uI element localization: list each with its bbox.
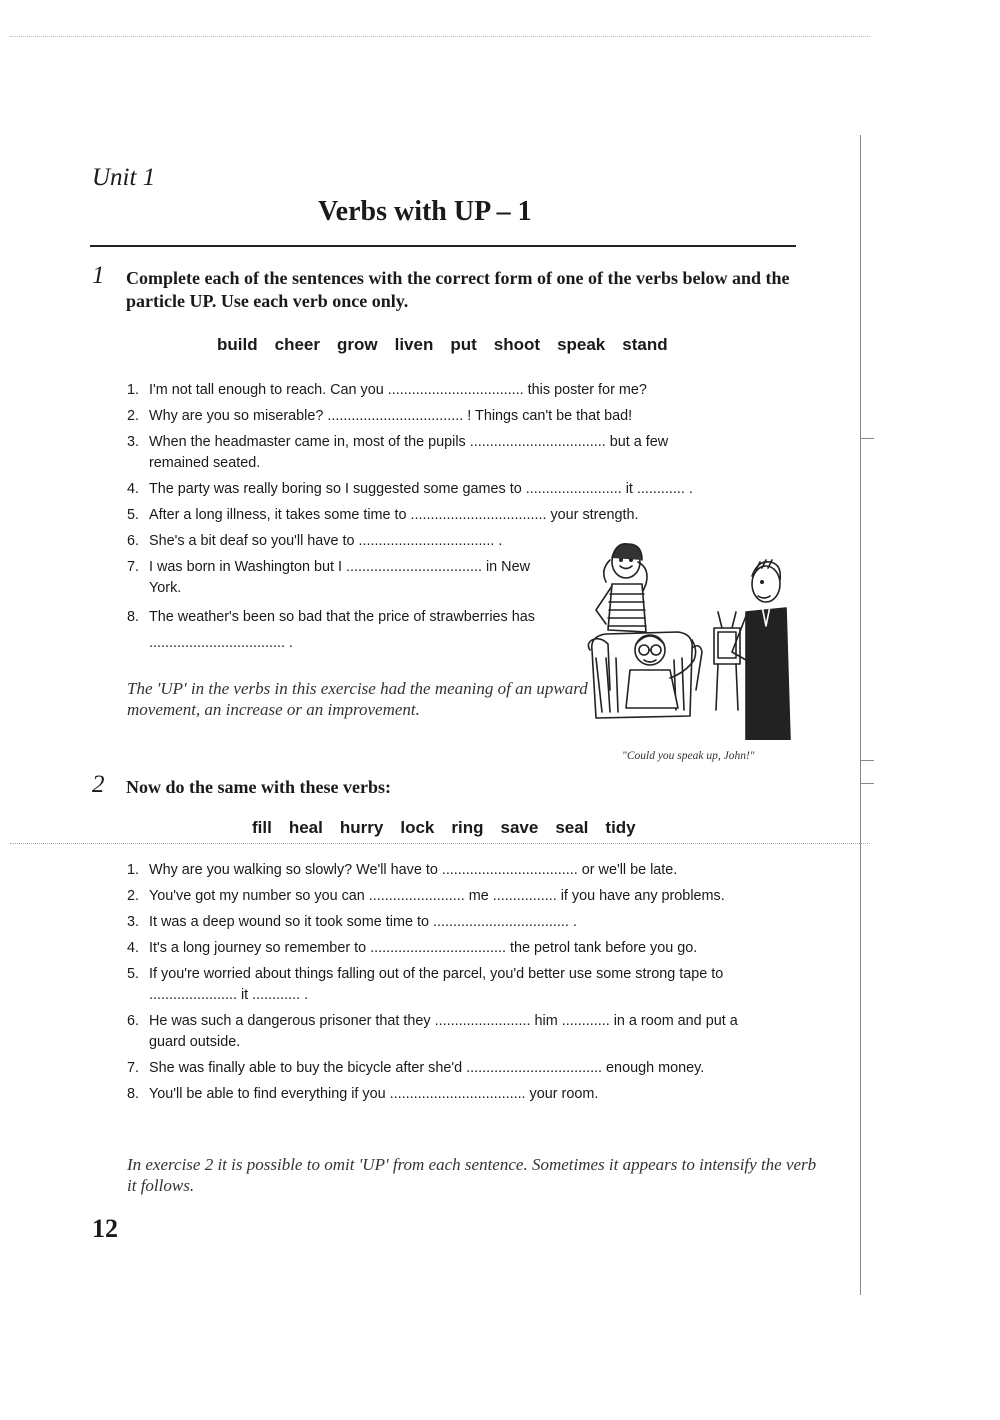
sentence-item [127,1084,777,1105]
sentence-number: 4. [127,940,140,956]
exercise-1-word-bank [217,335,668,355]
margin-tick [860,438,874,439]
sentence-text: When the headmaster came in, most of the pupils .................................. but a few remained seated. [149,434,669,471]
sentence-text: She was finally able to buy the bicycle after she'd .................................. enough money. [149,1060,705,1076]
sentence-item [127,380,767,401]
word-bank-item: seal [555,818,589,837]
sentence-item [127,406,767,427]
sentence-item [127,479,767,500]
sentence-number: 5. [127,507,140,523]
sentence-number: 7. [127,559,140,575]
word-bank-item: tidy [605,818,636,837]
sentence-item [127,1011,767,1053]
sentence-item [127,531,567,552]
cartoon-caption: "Could you speak up, John!" [622,750,755,762]
word-bank-item: put [450,335,477,354]
sentence-item [127,938,777,959]
word-bank-item: stand [622,335,668,354]
page-number: 12 [92,1214,118,1243]
sentence-item [127,432,727,474]
sentence-text: It was a deep wound so it took some time to .................................. . [149,914,577,930]
sentence-text: I was born in Washington but I .................................. in New York. [149,559,530,596]
word-bank-item: cheer [274,335,320,354]
word-bank-item: liven [394,335,434,354]
sentence-number: 7. [127,1060,140,1076]
word-bank-item: heal [288,818,323,837]
sentence-item [127,557,557,599]
sentence-text: He was such a dangerous prisoner that they ........................ him ............ in a room and put a guard outside. [149,1013,738,1050]
sentence-item [127,964,752,1006]
sentence-number: 2. [127,408,140,424]
word-bank-item: build [217,335,258,354]
word-bank-item: fill [252,818,272,837]
exercise-2-note: In exercise 2 it is possible to omit 'UP' from each sentence. Sometimes it appears to intensify the verb it follows. [127,1155,817,1195]
sentence-number: 3. [127,914,140,930]
sentence-item [127,912,777,933]
sentence-text: If you're worried about things falling out of the parcel, you'd better use some strong tape to ...................... it ............ . [149,966,724,1003]
title-rule [90,245,796,247]
unit-label: Unit 1 [92,164,156,191]
sentence-text: It's a long journey so remember to .................................. the petrol tank before you go. [149,940,698,956]
word-bank-item: shoot [493,335,541,354]
word-bank-item: grow [336,335,378,354]
sentence-number: 5. [127,966,140,982]
sentence-item [127,505,767,526]
exercise-1-number: 1 [92,262,105,289]
word-bank-item: save [500,818,539,837]
sentence-item [127,1058,777,1079]
sentence-number: 8. [127,1086,140,1102]
word-bank-item: hurry [339,818,384,837]
margin-tick [860,783,874,784]
sentence-number: 1. [127,382,140,398]
word-bank-item: speak [557,335,606,354]
sentence-text: The party was really boring so I suggested some games to ........................ it ............ . [149,481,693,497]
exercise-2-sentences [127,860,777,1110]
sentence-text: You've got my number so you can ........................ me ................ if you have any problems. [149,888,725,904]
sentence-text: The weather's been so bad that the price of strawberries has .................................. . [149,609,535,651]
sentence-text: She's a bit deaf so you'll have to .................................. . [149,533,503,549]
page-title: Verbs with UP – 1 [318,196,532,227]
scan-margin-line [860,135,861,1295]
sentence-number: 6. [127,533,140,549]
television [714,612,740,710]
sentence-text: After a long illness, it takes some time to .................................. your strength. [149,507,639,523]
sentence-text: You'll be able to find everything if you .................................. your room. [149,1086,599,1102]
sentence-item [127,886,727,907]
sentence-text: Why are you so miserable? .................................. ! Things can't be that bad! [149,408,633,424]
girl-figure [596,544,647,632]
word-bank-item: lock [400,818,435,837]
cartoon-illustration [586,540,796,740]
sentence-text: I'm not tall enough to reach. Can you .................................. this poster for me? [149,382,647,398]
sentence-number: 4. [127,481,140,497]
exercise-1-note: The 'UP' in the verbs in this exercise had the meaning of an upward movement, an increase or an improvement. [127,679,588,719]
sentence-number: 6. [127,1013,140,1029]
margin-tick [860,760,874,761]
scan-dotted-line-top [10,36,870,37]
sentence-number: 3. [127,434,140,450]
exercise-2-number: 2 [92,771,105,798]
sentence-item [127,860,777,881]
sentence-number: 8. [127,609,140,625]
exercise-2-word-bank [252,818,636,838]
sentence-item [127,604,567,656]
scan-dotted-line-middle [10,843,870,844]
sentence-text: Why are you walking so slowly? We'll have to .................................. or we'll be late. [149,862,678,878]
word-bank-item: ring [451,818,484,837]
sentence-number: 1. [127,862,140,878]
sentence-number: 2. [127,888,140,904]
exercise-2-instruction: Now do the same with these verbs: [126,777,391,797]
exercise-1-instruction: Complete each of the sentences with the correct form of one of the verbs below and the particle UP. Use each verb once only. [126,268,790,311]
